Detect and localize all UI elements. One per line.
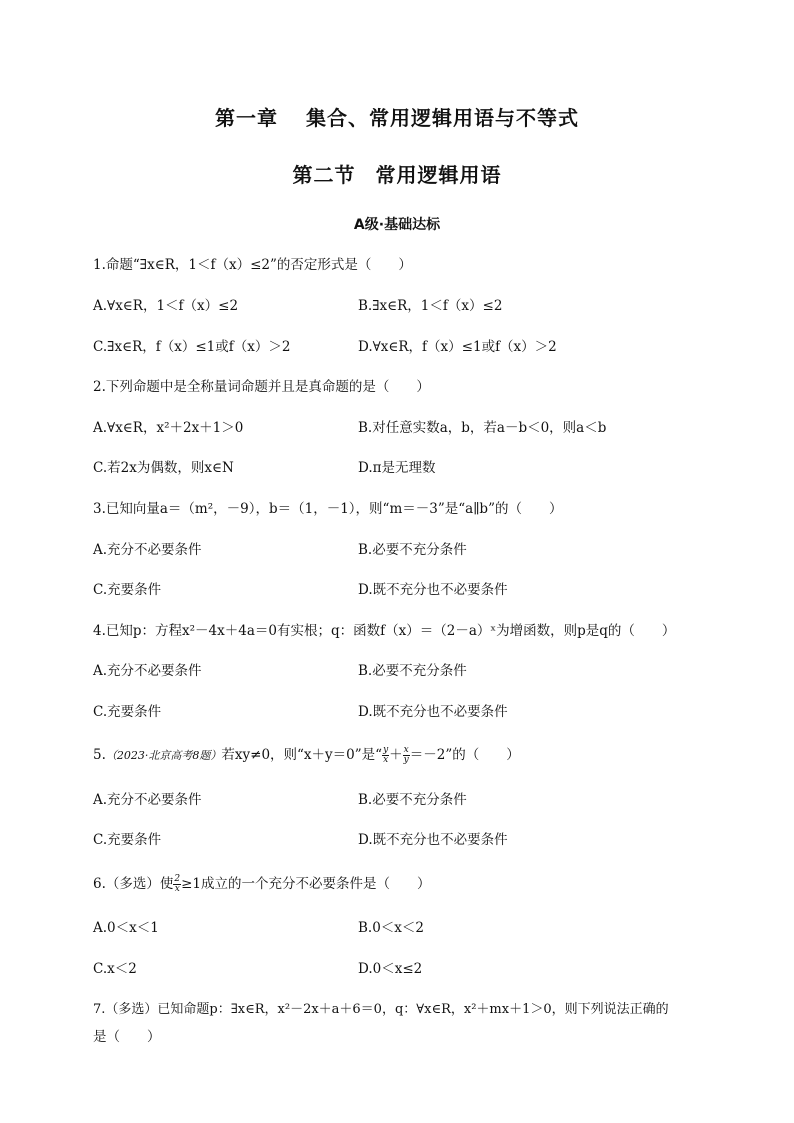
question-4-option-d: D.既不充分也不必要条件 <box>358 704 508 720</box>
question-1-option-c: C.∃x∈R，f（x）≤1或f（x）＞2 <box>93 339 291 355</box>
question-5-stem-text-b: ＝－2”的（ ） <box>409 747 520 763</box>
section-number: 第二节 <box>292 163 356 187</box>
question-1-option-a: A.∀x∈R，1＜f（x）≤2 <box>93 298 239 314</box>
question-3-stem: 3.已知向量a＝（m²，－9），b＝（1，－1），则“m＝－3”是“a∥b”的（ ） <box>93 501 563 517</box>
question-7-stem-line-1: 7.（多选）已知命题p：∃x∈R，x²－2x＋a＋6＝0，q：∀x∈R，x²＋mx＋1＞0，则下列说法正确的 <box>93 1002 669 1017</box>
question-2-option-a: A.∀x∈R，x²＋2x＋1＞0 <box>93 420 244 436</box>
question-5-source: （2023·北京高考8题） <box>105 749 222 762</box>
question-6-option-d: D.0＜x≤2 <box>358 961 423 977</box>
question-5-stem-text-a: 若xy≠0，则“x＋y＝0”是“ <box>221 747 383 763</box>
question-3-option-c: C.充要条件 <box>93 582 162 598</box>
question-5-number: 5. <box>93 747 106 763</box>
plus-sign: ＋ <box>389 747 403 763</box>
question-2-stem: 2.下列命题中是全称量词命题并且是真命题的是（ ） <box>93 379 430 395</box>
chapter-heading <box>0 102 794 131</box>
question-1-option-b: B.∃x∈R，1＜f（x）≤2 <box>358 298 503 314</box>
question-5-option-d: D.既不充分也不必要条件 <box>358 832 508 848</box>
question-2-option-b: B.对任意实数a，b，若a－b＜0，则a＜b <box>358 420 607 436</box>
question-2-option-d: D.π是无理数 <box>358 460 436 476</box>
question-6-option-a: A.0＜x＜1 <box>93 920 159 936</box>
question-3-option-d: D.既不充分也不必要条件 <box>358 582 508 598</box>
question-6-option-b: B.0＜x＜2 <box>358 920 425 936</box>
question-4-stem: 4.已知p：方程x²－4x＋4a＝0有实根；q：函数f（x）＝（2－a）ˣ为增函数，则p是q的（ ） <box>93 623 676 639</box>
fraction-2-over-x: $\frac{2}{x}$ <box>174 874 181 894</box>
question-3-option-a: A.充分不必要条件 <box>93 542 202 558</box>
question-1-stem: 1.命题“∃x∈R，1＜f（x）≤2”的否定形式是（ ） <box>93 257 412 273</box>
question-6-option-c: C.x＜2 <box>93 961 137 977</box>
chapter-title: 集合、常用逻辑用语与不等式 <box>306 106 579 130</box>
question-4-option-b: B.必要不充分条件 <box>358 663 467 679</box>
section-title: 常用逻辑用语 <box>375 163 502 187</box>
question-5-option-c: C.充要条件 <box>93 832 162 848</box>
question-4-option-a: A.充分不必要条件 <box>93 663 202 679</box>
question-3-option-b: B.必要不充分条件 <box>358 542 467 558</box>
question-6-stem-text-a: 6.（多选）使 <box>93 876 174 892</box>
question-6-stem-text-b: ≥1成立的一个充分不必要条件是（ ） <box>181 876 431 892</box>
question-6-stem <box>93 874 431 894</box>
question-7-stem-line-2: 是（ ） <box>93 1029 161 1045</box>
question-2-option-c: C.若2x为偶数，则x∈N <box>93 460 234 476</box>
section-heading <box>0 159 794 188</box>
fraction-y-over-x: $\frac{y}{x}$ <box>383 745 389 765</box>
question-1-option-d: D.∀x∈R，f（x）≤1或f（x）＞2 <box>358 339 557 355</box>
level-heading: A级·基础达标 <box>353 217 441 233</box>
chapter-number: 第一章 <box>215 106 278 130</box>
question-4-option-c: C.充要条件 <box>93 704 162 720</box>
question-5-option-b: B.必要不充分条件 <box>358 792 467 808</box>
question-5-stem <box>93 745 520 766</box>
question-5-option-a: A.充分不必要条件 <box>93 792 202 808</box>
fraction-x-over-y: $\frac{x}{y}$ <box>403 745 409 765</box>
